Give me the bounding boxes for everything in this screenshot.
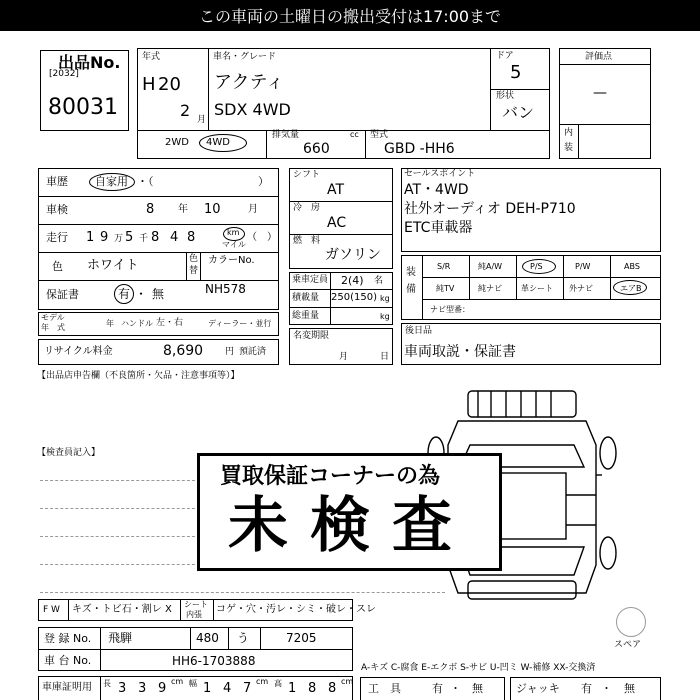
cert-w-unit: cm [256, 677, 269, 686]
spare-tire-circle [616, 607, 646, 637]
load-label: 積載量 [292, 293, 320, 303]
shape-value: バン [502, 103, 535, 122]
cert-h-3: 8 [328, 681, 337, 696]
ac-label: 冷 房 [293, 203, 321, 213]
cert-w-3: 7 [243, 681, 252, 696]
lot-sub: [2032] [49, 69, 79, 79]
interior-label-1: 内 [564, 128, 574, 138]
sales-point-1: AT・4WD [404, 182, 469, 198]
reg-kana: う [237, 631, 250, 645]
registration-day: 日 [380, 352, 390, 362]
ac-value: AC [327, 215, 347, 231]
recycle-label: リサイクル料金 [44, 346, 113, 357]
sales-point-3: ETC車載器 [404, 220, 473, 236]
handle-value: 左・右 [156, 318, 184, 328]
history-rest: ・（ [137, 175, 154, 188]
type-value: GBD -HH6 [384, 141, 455, 157]
model-name: アクティ [214, 72, 285, 93]
equipment-label-1: 装 [406, 267, 416, 278]
jack-none: 無 [624, 682, 635, 695]
color-change-2: 替 [189, 266, 199, 276]
warranty-label: 保証書 [46, 288, 79, 301]
fuel-value: ガソリン [325, 247, 381, 263]
mileage-u1: 万 [114, 234, 124, 244]
jack-value: 有 [581, 682, 592, 695]
equip-aw: 純A/W [478, 262, 503, 271]
fw-legend: キズ・トビ石・割レ X [72, 604, 172, 615]
tools-none: 無 [472, 682, 483, 695]
shift-value: AT [327, 182, 345, 198]
cert-w-label: 幅 [189, 679, 197, 688]
recycle-note: 預託済 [239, 347, 267, 357]
displacement-label: 排気量 [272, 130, 300, 140]
load-value: 250(150) [331, 292, 377, 303]
mileage-d3: 5 [125, 230, 134, 245]
warranty-none: 無 [152, 287, 165, 301]
recycle-value: 8,690 [163, 343, 204, 359]
cert-h-2: 8 [308, 681, 317, 696]
equip-tv: 純TV [436, 284, 455, 293]
equipment-label-2: 備 [406, 284, 416, 295]
colorno-label: カラーNo. [208, 255, 255, 266]
tools-dot: ・ [450, 682, 461, 695]
lot-number: 80031 [48, 95, 118, 120]
model-label: 車名・グレード [213, 52, 277, 62]
color-value: ホワイト [87, 258, 139, 273]
capacity-unit: 名 [374, 276, 384, 286]
history-value: 自家用 [95, 175, 128, 188]
inspection-month: 10 [204, 202, 221, 217]
history-close: ） [258, 175, 269, 188]
handle-label: ハンドル [121, 319, 153, 328]
cert-len-unit: cm [171, 677, 184, 686]
year-era: H [142, 74, 156, 95]
shift-label: シフト [293, 170, 321, 180]
rating-label: 評価点 [585, 52, 613, 62]
fw-label: F W [43, 605, 60, 615]
color-label: 色 [52, 260, 63, 273]
load-unit: kg [380, 294, 390, 303]
top-banner: この車両の土曜日の搬出受付は17:00まで [0, 0, 700, 31]
mileage-d1: 1 [86, 230, 95, 245]
drive-2wd: 2WD [165, 137, 189, 148]
cert-w-2: 4 [223, 681, 232, 696]
inspection-label: 車検 [46, 203, 68, 216]
navi-model-label: ナビ型番： [430, 305, 470, 314]
sheet-legend: コゲ・穴・汚レ・シミ・破レ・スレ [216, 604, 376, 615]
shape-label: 形状 [496, 91, 515, 101]
doors-label: ドア [496, 51, 514, 61]
cert-label: 車庫証明用 [42, 682, 92, 693]
warranty-has: 有 [118, 287, 131, 301]
model-grade: SDX 4WD [214, 100, 291, 119]
mileage-mile: マイル [222, 240, 246, 249]
gross-unit: kg [380, 312, 390, 321]
cert-h-1: 1 [288, 681, 297, 696]
equip-ext-navi: 外ナビ [569, 284, 593, 293]
reg-place: 飛騨 [108, 631, 133, 645]
tools-label: 工 具 [368, 682, 401, 695]
mileage-km: km [227, 228, 240, 237]
lot-label: 出品No. [58, 53, 121, 72]
mileage-label: 走行 [46, 231, 68, 244]
mileage-d6: 8 [187, 230, 196, 245]
reg-label: 登 録 No. [44, 632, 92, 645]
tools-value: 有 [432, 682, 443, 695]
capacity-label: 乗車定員 [292, 275, 329, 285]
doors-value: 5 [510, 62, 522, 83]
year-month-unit: 月 [197, 115, 207, 125]
displacement-unit: cc [350, 130, 359, 139]
equip-pw: P/W [575, 262, 591, 271]
cert-w-1: 1 [203, 681, 212, 696]
mileage-paren: （ ） [247, 232, 277, 243]
mileage-u2: 千 [139, 234, 149, 244]
mileage-d5: 4 [170, 230, 179, 245]
year-label: 年式 [142, 52, 161, 62]
mileage-d2: 9 [100, 230, 109, 245]
equip-navi: 純ナビ [478, 284, 502, 293]
rating-value: — [593, 85, 607, 101]
jack-dot: ・ [601, 682, 612, 695]
sales-points-label: セールスポイント [404, 169, 476, 179]
notes-label: 後日品 [405, 326, 433, 336]
spare-label: スペア [614, 640, 642, 650]
inspection-year: 8 [146, 202, 155, 217]
equip-abs: ABS [624, 262, 640, 271]
registration-month: 月 [339, 352, 349, 362]
inspection-year-unit: 年 [178, 204, 188, 215]
color-change-1: 色 [189, 254, 199, 264]
cert-len-2: 3 [138, 681, 147, 696]
dealer-label: ディーラー・並行 [208, 319, 272, 328]
sheet-label-1: シート [184, 600, 208, 609]
type-label: 型式 [370, 130, 389, 140]
chassis-label: 車 台 No. [44, 654, 92, 667]
cert-len-1: 3 [118, 681, 127, 696]
stamp-line-1: 買取保証コーナーの為 [220, 464, 441, 489]
colorno-value: NH578 [205, 282, 246, 296]
year-month: 2 [180, 101, 191, 120]
equip-sr: S/R [437, 262, 451, 271]
sales-point-2: 社外オーディオ DEH-P710 [404, 201, 576, 217]
mileage-d4: 8 [151, 230, 160, 245]
cert-len-3: 9 [158, 681, 167, 696]
equip-airbag: エアB [620, 284, 642, 293]
inspection-month-unit: 月 [248, 204, 258, 215]
reg-class: 480 [196, 631, 219, 645]
notes-value: 車両取説・保証書 [404, 344, 516, 360]
chassis-value: HH6-1703888 [172, 654, 256, 668]
recycle-unit: 円 [225, 347, 235, 357]
registration-label: 名変期限 [293, 331, 330, 341]
displacement-value: 660 [303, 141, 330, 157]
equip-ps: P/S [530, 262, 543, 271]
capacity-value: 2(4) [341, 274, 364, 287]
model-year-label-2: 年 式 [41, 323, 65, 332]
drive-4wd: 4WD [206, 137, 230, 148]
damage-legend: A-キズ C-腐食 E-エクボ S-サビ U-凹ミ W-補修 XX-交換済 [361, 663, 596, 673]
model-year-label-1: モデル [41, 313, 65, 322]
cert-h-label: 高 [274, 679, 282, 688]
history-label: 車歴 [46, 175, 68, 188]
gross-label: 総重量 [292, 311, 320, 321]
sheet-label-2: 内張 [186, 610, 202, 619]
cert-len-label: 長 [103, 679, 111, 688]
interior-label-2: 装 [564, 143, 574, 153]
warranty-dot: ・ [135, 287, 148, 301]
equip-leather: 革シート [521, 284, 553, 293]
inspector-notes-label: 【検査員記入】 [37, 448, 101, 458]
stamp-line-2: 未検査 [228, 491, 474, 561]
seller-declaration-label: 【出品店申告欄（不良箇所・欠品・注意事項等）】 [37, 371, 240, 381]
fuel-label: 燃 料 [293, 236, 321, 246]
reg-num: 7205 [286, 631, 317, 645]
model-year-unit: 年 [106, 319, 114, 328]
cert-h-unit: cm [341, 677, 354, 686]
jack-label: ジャッキ [516, 682, 560, 695]
year-value: 20 [158, 74, 181, 95]
